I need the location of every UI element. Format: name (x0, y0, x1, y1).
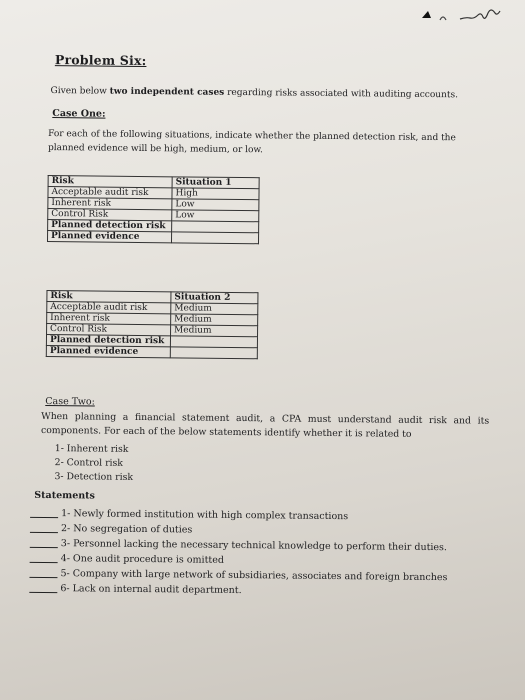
statement-text: 4- One audit procedure is omitted (60, 553, 225, 566)
table-cell: High (172, 188, 259, 200)
answer-blank[interactable] (30, 551, 58, 563)
table-header-risk: Risk (48, 176, 172, 188)
statement-text: 2- No segregation of duties (60, 523, 193, 536)
list-item: 2- Control risk (54, 457, 123, 469)
table-header-risk: Risk (47, 291, 171, 303)
answer-cell[interactable] (170, 347, 257, 359)
table-header-situation: Situation 2 (171, 292, 258, 304)
handwriting-scribble (416, 2, 516, 26)
table-cell: Planned detection risk (48, 220, 172, 232)
table-cell: Acceptable audit risk (48, 187, 172, 199)
statement-text: 1- Newly formed institution with high complex transactions (61, 508, 349, 523)
answer-cell[interactable] (171, 232, 258, 244)
table-cell: Low (172, 199, 259, 211)
answer-blank[interactable] (30, 506, 58, 518)
case-one-instruction: For each of the following situations, indicate whether the planned detection risk, and the planned evidence will be high, medium, or low. (47, 129, 456, 156)
table-cell: Planned evidence (46, 346, 170, 358)
table-cell: Planned evidence (47, 231, 171, 243)
statement-text: 3- Personnel lacking the necessary technical knowledge to perform their duties. (60, 538, 448, 554)
table-cell: Inherent risk (47, 313, 171, 325)
table-cell: Medium (171, 314, 258, 326)
table-cell: Control Risk (48, 209, 172, 221)
statements-heading: Statements (34, 489, 95, 502)
table-header-situation: Situation 1 (172, 177, 259, 189)
case-two-text: When planning a financial statement audit, a CPA must understand audit risk and its components. For each of the below statements identify whether it is related to (40, 410, 490, 440)
table-cell: Medium (171, 325, 258, 337)
table-cell: Control Risk (47, 324, 171, 336)
table-cell: Acceptable audit risk (47, 302, 171, 314)
statement-text: 5- Company with large network of subsidiaries, associates and foreign branches (60, 568, 448, 584)
intro-prefix: Given below (50, 86, 110, 97)
statement-text: 6- Lack on internal audit department. (60, 583, 242, 597)
table-cell: Inherent risk (48, 198, 172, 210)
list-item: 1- Inherent risk (54, 443, 129, 455)
answer-blank[interactable] (29, 581, 57, 593)
table-cell: Planned detection risk (46, 335, 170, 347)
answer-cell[interactable] (172, 221, 259, 233)
list-item: 3- Detection risk (54, 471, 134, 483)
situation-1-table (47, 175, 260, 244)
answer-blank[interactable] (29, 566, 57, 578)
answer-cell[interactable] (170, 336, 257, 348)
problem-title: Problem Six: (54, 52, 147, 69)
table-cell: Medium (171, 303, 258, 315)
risk-options-list (54, 442, 133, 485)
table-cell: Low (172, 210, 259, 222)
statements-list (29, 506, 448, 600)
intro-suffix: regarding risks associated with auditing accounts. (224, 87, 459, 101)
case-one-heading: Case One: (52, 108, 106, 120)
intro-bold: two independent cases (109, 86, 225, 98)
situation-2-table (46, 290, 259, 359)
answer-blank[interactable] (30, 521, 58, 533)
case-two-heading: Case Two: (45, 396, 95, 408)
answer-blank[interactable] (30, 536, 58, 548)
